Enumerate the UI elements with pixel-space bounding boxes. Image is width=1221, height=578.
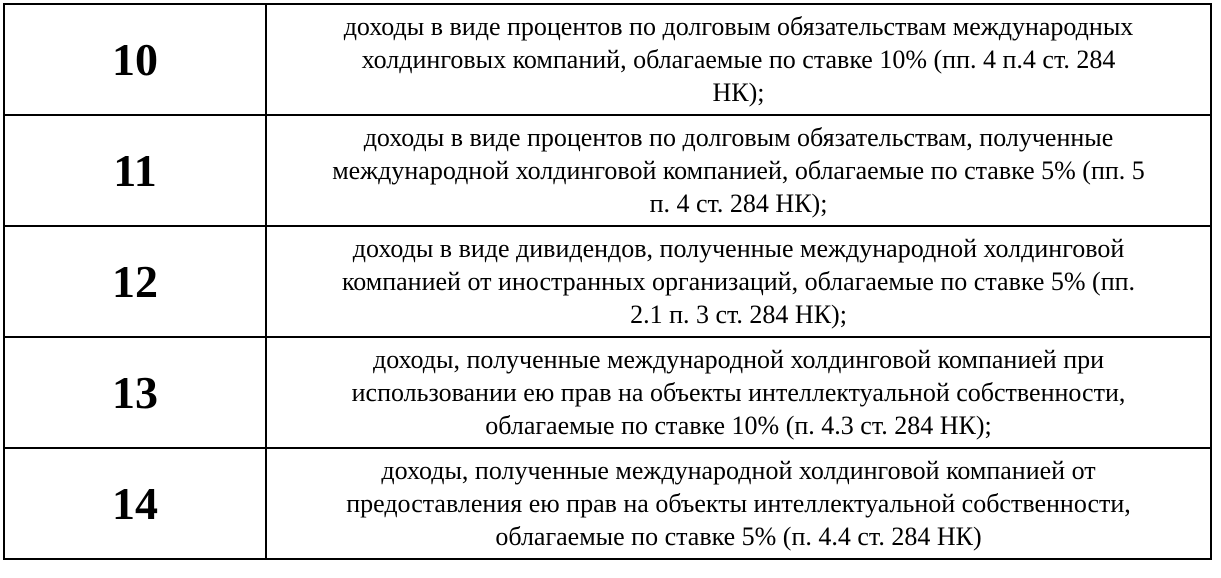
- income-description: [266, 337, 1211, 448]
- table-row: [4, 337, 1211, 448]
- income-description: [266, 226, 1211, 337]
- income-code: 14: [4, 448, 266, 559]
- description-line: НК);: [712, 78, 765, 107]
- description-line: компанией от иностранных организаций, облагаемые по ставке 5% (пп.: [341, 267, 1136, 296]
- description-line: облагаемые по ставке 10% (п. 4.3 ст. 284 НК);: [485, 411, 992, 440]
- description-line: холдинговых компаний, облагаемые по ставке 10% (пп. 4 п.4 ст. 284: [361, 45, 1116, 74]
- table-row: [4, 4, 1211, 115]
- income-codes-table: [3, 3, 1212, 560]
- description-line: предоставления ею прав на объекты интеллектуальной собственности,: [346, 489, 1131, 518]
- description-line: облагаемые по ставке 5% (п. 4.4 ст. 284 НК): [495, 522, 982, 551]
- description-line: международной холдинговой компанией, облагаемые по ставке 5% (пп. 5: [332, 156, 1145, 185]
- description-line: доходы в виде процентов по долговым обязательствам, полученные: [363, 123, 1114, 152]
- description-line: доходы в виде процентов по долговым обязательствам международных: [343, 12, 1134, 41]
- income-code: 12: [4, 226, 266, 337]
- table-row: [4, 115, 1211, 226]
- description-line: 2.1 п. 3 ст. 284 НК);: [630, 300, 847, 329]
- income-description: [266, 115, 1211, 226]
- description-line: п. 4 ст. 284 НК);: [649, 189, 828, 218]
- income-description: [266, 448, 1211, 559]
- income-code: 11: [4, 115, 266, 226]
- description-line: доходы в виде дивидендов, полученные международной холдинговой: [352, 234, 1125, 263]
- income-description: [266, 4, 1211, 115]
- table-row: [4, 448, 1211, 559]
- income-code: 13: [4, 337, 266, 448]
- table-row: [4, 226, 1211, 337]
- description-line: доходы, полученные международной холдинговой компанией от: [381, 456, 1096, 485]
- description-line: использовании ею прав на объекты интеллектуальной собственности,: [351, 378, 1126, 407]
- description-line: доходы, полученные международной холдинговой компанией при: [372, 345, 1105, 374]
- income-code: 10: [4, 4, 266, 115]
